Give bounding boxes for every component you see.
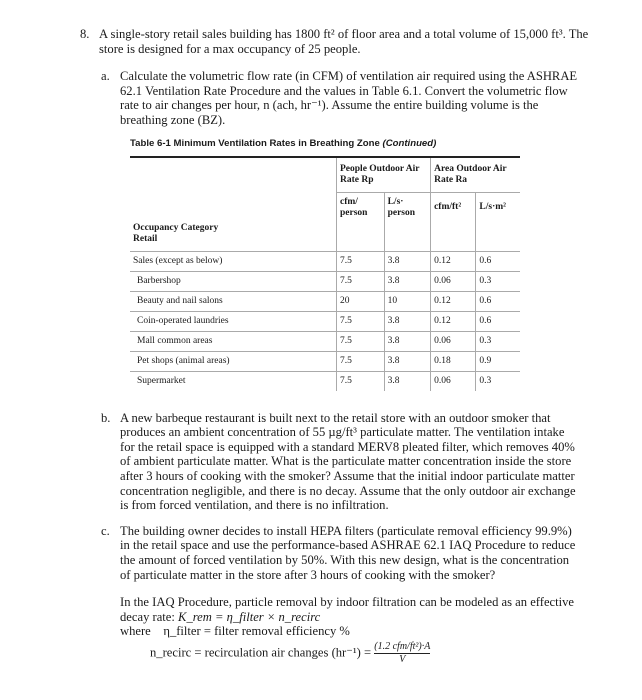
fraction-numerator: (1.2 cfm/ft²)·A	[374, 640, 431, 652]
category-cell: Pet shops (animal areas)	[130, 351, 337, 371]
ventilation-table	[130, 156, 520, 391]
table-row	[130, 371, 520, 391]
value-cell: 7.5	[337, 311, 385, 331]
iaq-explanation	[120, 595, 590, 666]
value-cell: 3.8	[384, 251, 430, 271]
fraction-denominator: V	[374, 653, 430, 666]
table-row	[130, 251, 520, 271]
part-text: Calculate the volumetric flow rate (in CFM) of ventilation air required using the ASHRAE 62.1 Ventilation Rate Procedure and the values in Table 6.1. Convert the volumetric flow rate to air changes per hour, n (ach, hr⁻¹). Assume the entire building volume is the breathing zone (BZ).	[120, 69, 578, 127]
value-cell: 0.6	[476, 311, 520, 331]
n-recirc-definition: n_recirc = recirculation air changes (hr⁻¹) =	[150, 645, 372, 660]
header-area-rate: Area Outdoor Air Rate Ra	[431, 157, 520, 193]
question-text: A single-story retail sales building has 1800 ft² of floor area and a total volume of 15,000 ft³. The store is designed for a max occupancy of 25 people.	[99, 27, 589, 56]
value-cell: 0.06	[431, 271, 476, 291]
category-label: Occupancy Category	[133, 222, 219, 233]
decay-equation: K_rem = η_filter × n_recirc	[178, 609, 321, 624]
value-cell: 0.12	[431, 291, 476, 311]
value-cell: 0.18	[431, 351, 476, 371]
value-cell: 0.9	[476, 351, 520, 371]
part-c	[101, 524, 581, 582]
table-row	[130, 271, 520, 291]
value-cell: 7.5	[337, 331, 385, 351]
category-cell: Mall common areas	[130, 331, 337, 351]
part-label: b.	[101, 410, 111, 425]
value-cell: 0.6	[476, 291, 520, 311]
unit-col: L/s·m²	[476, 192, 520, 223]
unit-col: cfm/ft²	[431, 192, 476, 223]
value-cell: 20	[337, 291, 385, 311]
question-number: 8.	[80, 27, 90, 41]
value-cell: 7.5	[337, 371, 385, 391]
value-cell: 3.8	[384, 371, 430, 391]
question-8	[80, 27, 600, 56]
section-label: Retail	[133, 233, 158, 244]
value-cell: 7.5	[337, 251, 385, 271]
header-category	[130, 223, 337, 252]
value-cell: 7.5	[337, 351, 385, 371]
value-cell: 3.8	[384, 351, 430, 371]
value-cell: 0.3	[476, 331, 520, 351]
where-label: where	[120, 624, 151, 639]
table-title-text: Table 6-1 Minimum Ventilation Rates in Breathing Zone	[130, 137, 380, 149]
part-text: A new barbeque restaurant is built next to the retail store with an outdoor smoker that produces an ambient concentration of 55 µg/ft³ particulate matter. The ventilation intake for the retail space is equipped with a standard MERV8 pleated filter, which removes 40% of ambient particulate matter. What is the particulate matter concentration inside the store after 3 hours of cooking with the smoker? Assume that the initial indoor particulate matter concentration negligible, and there is no decay. Assume that the only outdoor air exchange is from forced ventilation, and there is no infiltration.	[120, 410, 576, 513]
table-row	[130, 291, 520, 311]
table-title-suffix: (Continued)	[382, 137, 437, 149]
part-a	[101, 69, 581, 127]
header-people-rate: People Outdoor Air Rate Rp	[337, 157, 431, 193]
part-text: The building owner decides to install HEPA filters (particulate removal efficiency 99.9%) in the retail space and use the performance-based ASHRAE 62.1 IAQ Procedure to reduce the amount of forced ventilation by 50%. With this new design, what is the concentration of particulate matter in the store after 3 hours of cooking with the smoker?	[120, 523, 576, 582]
category-cell: Sales (except as below)	[130, 251, 337, 271]
part-label: a.	[101, 69, 110, 84]
value-cell: 10	[384, 291, 430, 311]
value-cell: 3.8	[384, 271, 430, 291]
table-row	[130, 351, 520, 371]
table-title	[130, 138, 602, 150]
value-cell: 3.8	[384, 311, 430, 331]
recirc-fraction	[374, 641, 430, 666]
value-cell: 0.06	[431, 331, 476, 351]
unit-col: cfm/ person	[337, 192, 385, 223]
part-b	[101, 411, 581, 513]
value-cell: 7.5	[337, 271, 385, 291]
table-row	[130, 331, 520, 351]
value-cell: 0.3	[476, 371, 520, 391]
value-cell: 0.12	[431, 311, 476, 331]
unit-col: L/s· person	[384, 192, 430, 223]
value-cell: 0.06	[431, 371, 476, 391]
category-cell: Supermarket	[130, 371, 337, 391]
value-cell: 0.12	[431, 251, 476, 271]
value-cell: 0.6	[476, 251, 520, 271]
iaq-intro: In the IAQ Procedure, particle removal by indoor filtration can be modeled as an effective decay rate:	[120, 595, 575, 624]
eta-definition: η_filter = filter removal efficiency %	[163, 624, 350, 639]
part-label: c.	[101, 523, 110, 538]
value-cell: 3.8	[384, 331, 430, 351]
category-cell: Coin-operated laundries	[130, 311, 337, 331]
value-cell: 0.3	[476, 271, 520, 291]
category-cell: Beauty and nail salons	[130, 291, 337, 311]
table-row	[130, 311, 520, 331]
category-cell: Barbershop	[130, 271, 337, 291]
